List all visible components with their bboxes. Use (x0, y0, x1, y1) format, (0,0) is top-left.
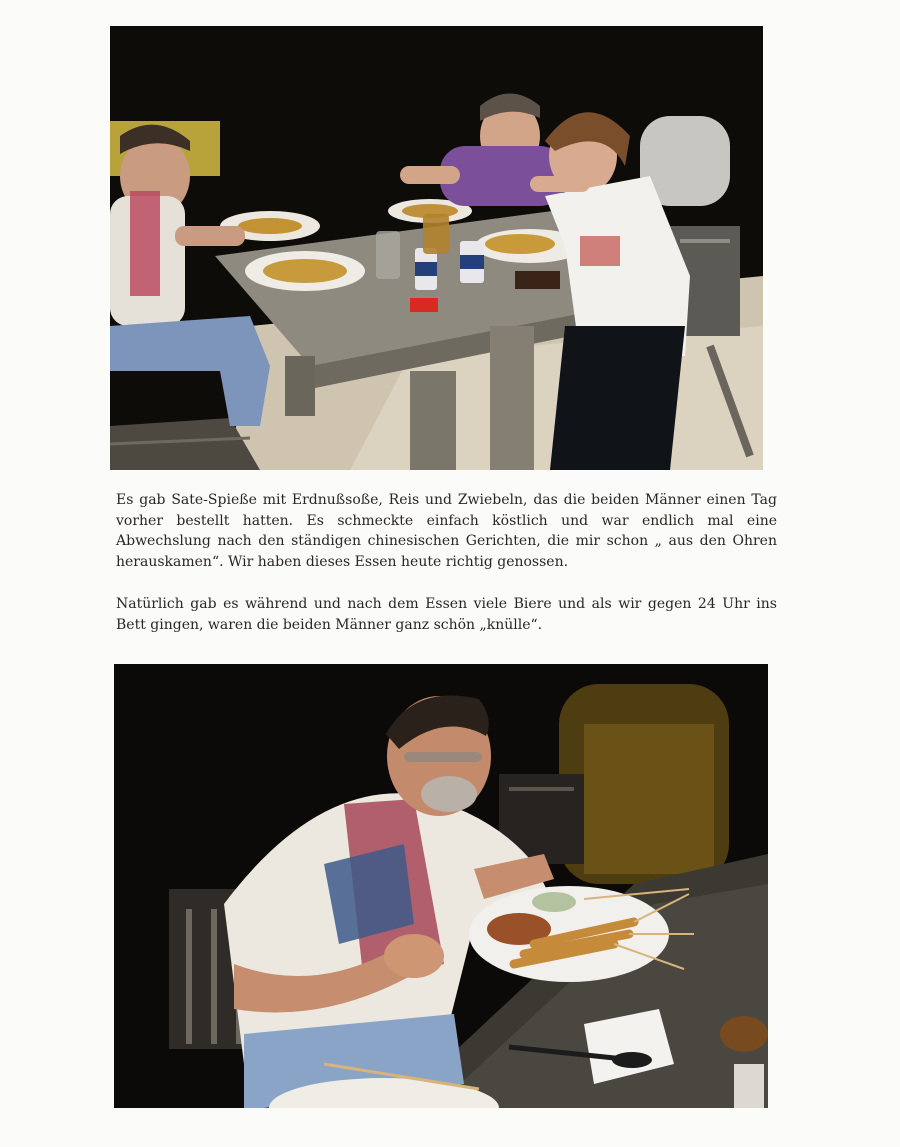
dinner-table-photo-icon (110, 26, 763, 470)
photo-dinner-table (110, 26, 763, 470)
man-eating-satay-photo-icon (114, 664, 768, 1108)
caption-paragraph-1: Es gab Sate-Spieße mit Erdnußsoße, Reis und Zwiebeln, das die beiden Männer einen Tag vorher bestellt hatten. Es schmeckte einfach köstlich und war endlich mal eine Abwechslung nach den ständigen chinesischen Gerichten, die mir schon „ aus den Ohren herauskamen“. Wir haben dieses Essen heute richtig genossen. (116, 492, 777, 570)
caption-paragraph-2: Natürlich gab es während und nach dem Essen viele Biere und als wir gegen 24 Uhr ins Bett gingen, waren die beiden Männer ganz schön „knülle“. (116, 596, 777, 633)
photo-man-eating (114, 664, 768, 1108)
